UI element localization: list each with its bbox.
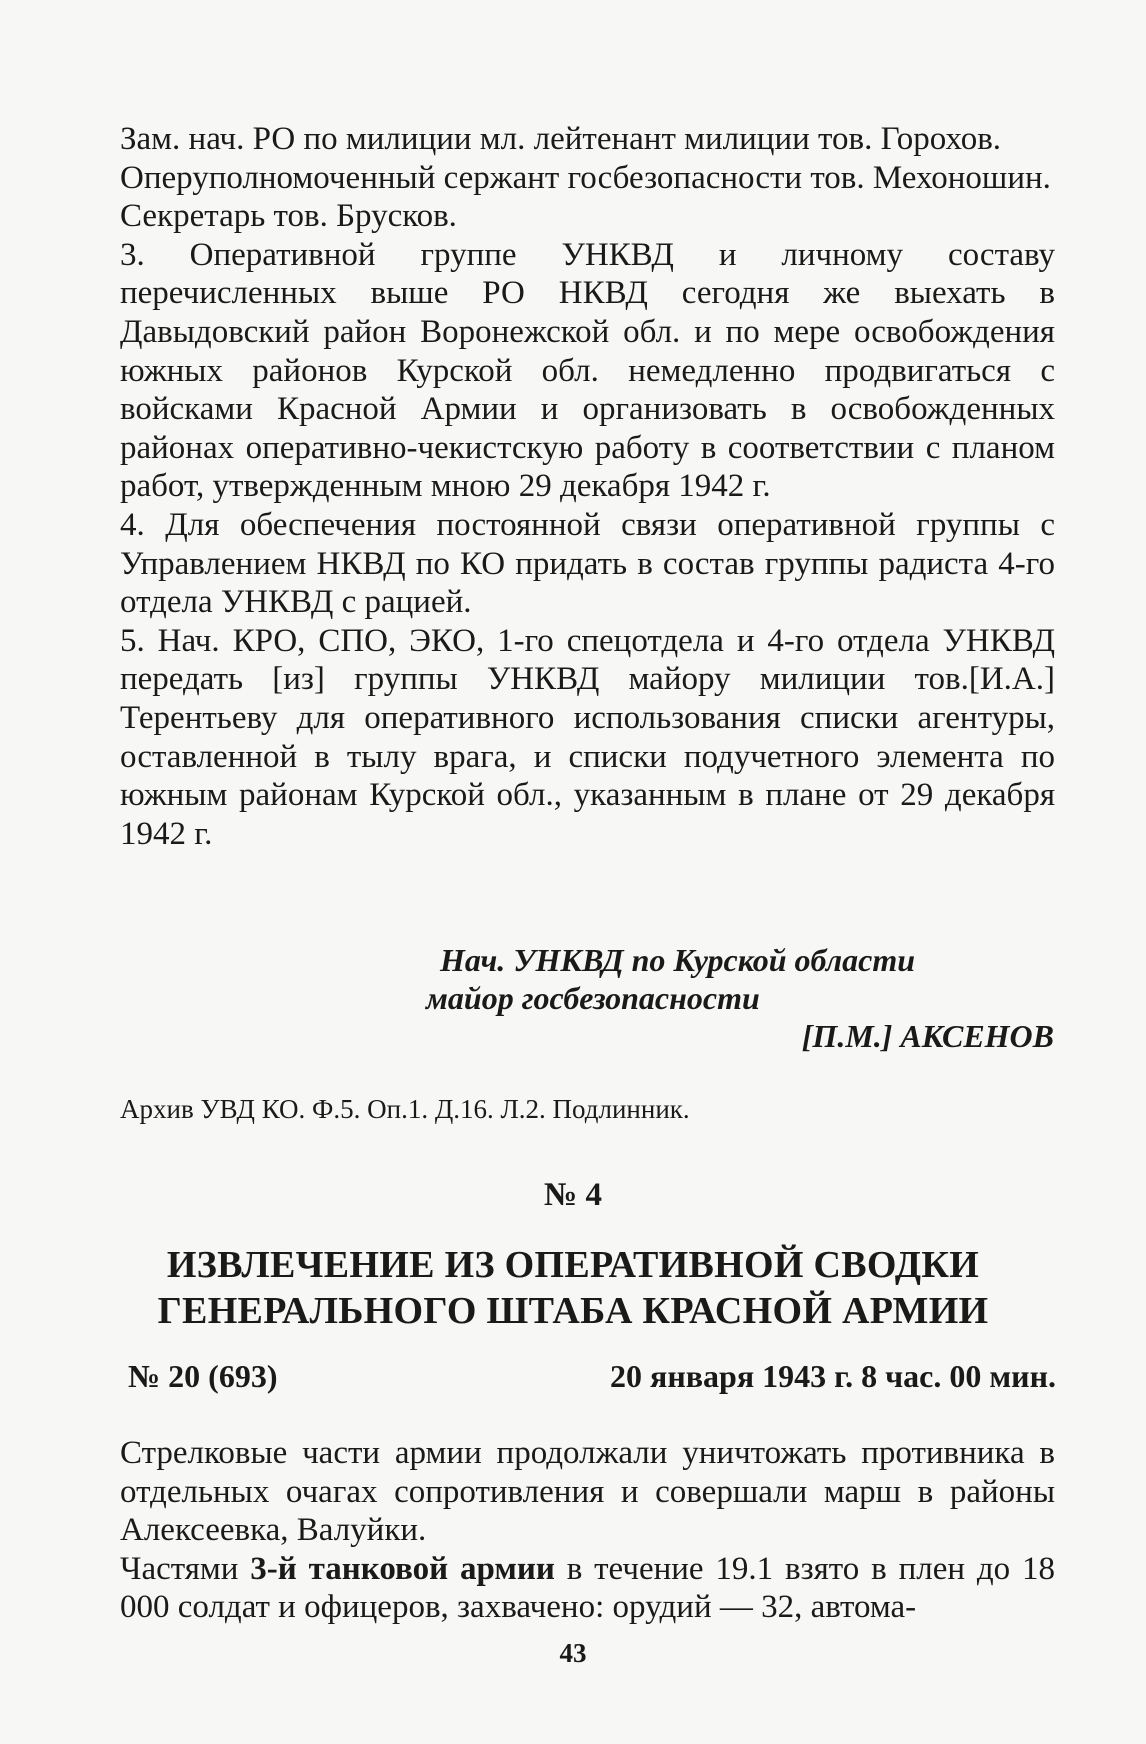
page-number: 43 bbox=[559, 1638, 587, 1668]
paragraph: Секретарь тов. Брусков. bbox=[120, 198, 457, 235]
paragraph: Зам. нач. РО по милиции мл. лейтенант милиции тов. Горохов. bbox=[120, 121, 1002, 157]
signature-position: Нач. УНКВД по Курской области bbox=[440, 942, 916, 978]
signature-rank: майор госбезопасности bbox=[426, 980, 760, 1016]
document-title-line: ИЗВЛЕЧЕНИЕ ИЗ ОПЕРАТИВНОЙ СВОДКИ bbox=[166, 1244, 980, 1286]
paragraph: 4. Для обеспечения постоянной связи оперативной группы с Управлением НКВД по КО придать в состав группы радиста 4-го отдела УНКВД с рацией. bbox=[120, 506, 1055, 621]
paragraph-start: Частями bbox=[120, 1550, 251, 1587]
paragraph: 3. Оперативной группе УНКВД и личному составу перечисленных выше РО НКВД сегодня же выехать в Давыдовский район Воронежской обл. и по мере освобождения южных районов Курской обл. немедленно продвигаться с войсками Красной Армии и организовать в освобожденных районах оперативно-чекистскую работу в соответствии с планом работ, утвержденным мною 29 декабря 1942 г. bbox=[120, 236, 1055, 505]
top-text-block bbox=[120, 120, 1055, 853]
paragraph: Оперуполномоченный сержант госбезопасности тов. Мехоношин. bbox=[120, 159, 1051, 196]
army-name: 3-й танковой армии bbox=[250, 1550, 555, 1587]
paragraph: 5. Нач. КРО, СПО, ЭКО, 1-го спецотдела и 4-го отдела УНКВД передать [из] группы УНКВД майору милиции тов.[И.А.] Терентьеву для оперативного использования списки агентуры, оставленной в тылу врага, и списки подучетного элемента по южным районам Курской обл., указанным в плане от 29 декабря 1942 г. bbox=[120, 622, 1055, 852]
archive-reference: Архив УВД КО. Ф.5. Оп.1. Д.16. Л.2. Подлинник. bbox=[120, 1094, 690, 1124]
paragraph-rest: в течение 19.1 взято в плен до 18 000 солдат и офицеров, захвачено: орудий — 32, автома- bbox=[120, 1550, 1055, 1626]
document-title-line: ГЕНЕРАЛЬНОГО ШТАБА КРАСНОЙ АРМИИ bbox=[157, 1290, 989, 1332]
signature-name: [П.М.] АКСЕНОВ bbox=[801, 1018, 1054, 1054]
report-date: 20 января 1943 г. 8 час. 00 мин. bbox=[610, 1358, 1056, 1394]
paragraph bbox=[120, 1550, 1055, 1627]
report-number: № 20 (693) bbox=[128, 1358, 278, 1394]
paragraph: Стрелковые части армии продолжали уничтожать противника в отдельных очагах сопротивления и совершали марш в районы Алексеевка, Валуйки. bbox=[120, 1435, 1055, 1549]
body-text-block bbox=[120, 1434, 1055, 1627]
document-number: № 4 bbox=[544, 1177, 602, 1213]
